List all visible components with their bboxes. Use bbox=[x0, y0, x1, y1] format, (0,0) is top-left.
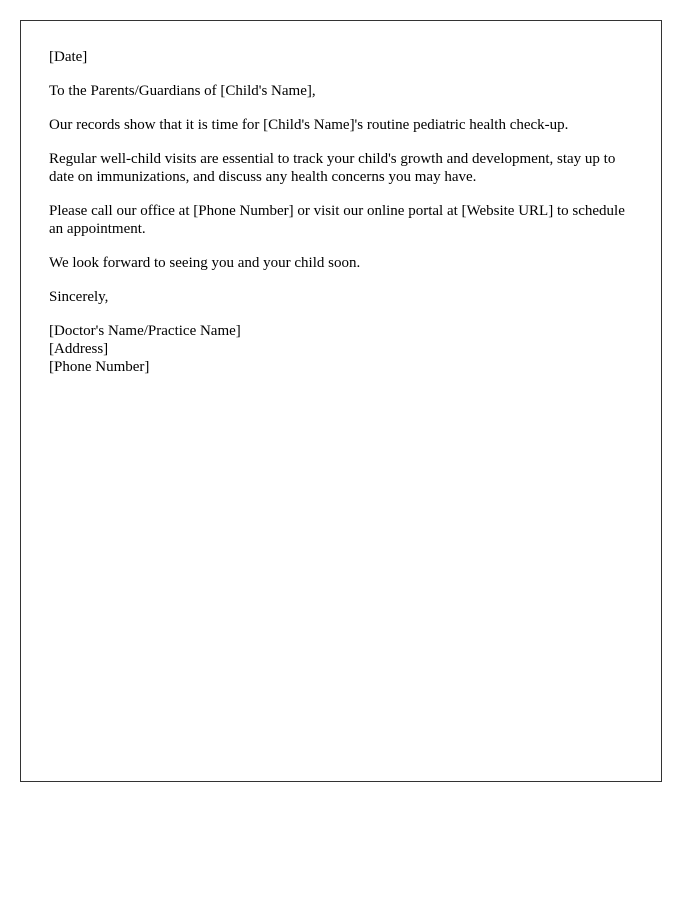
letter-date: [Date] bbox=[49, 49, 88, 65]
signature-name: [Doctor's Name/Practice Name] bbox=[49, 323, 241, 339]
signature-phone: [Phone Number] bbox=[49, 359, 150, 375]
letter-paragraph-visits: Regular well-child visits are essential to track your child's growth and development, stay up to date on immunizations, and discuss any health concerns you may have. bbox=[49, 151, 616, 185]
signature-block bbox=[49, 322, 629, 376]
letter-paragraph-schedule: Please call our office at [Phone Number] or visit our online portal at [Website URL] to schedule an appointment. bbox=[49, 203, 625, 237]
letter-closing: Sincerely, bbox=[49, 289, 109, 305]
letter-body bbox=[49, 48, 629, 376]
letter-paragraph-checkup: Our records show that it is time for [Child's Name]'s routine pediatric health check-up. bbox=[49, 117, 569, 133]
signature-address: [Address] bbox=[49, 341, 109, 357]
letter-salutation: To the Parents/Guardians of [Child's Name], bbox=[49, 83, 316, 99]
letter-paragraph-closing-note: We look forward to seeing you and your child soon. bbox=[49, 255, 361, 271]
letter-page bbox=[20, 20, 662, 782]
